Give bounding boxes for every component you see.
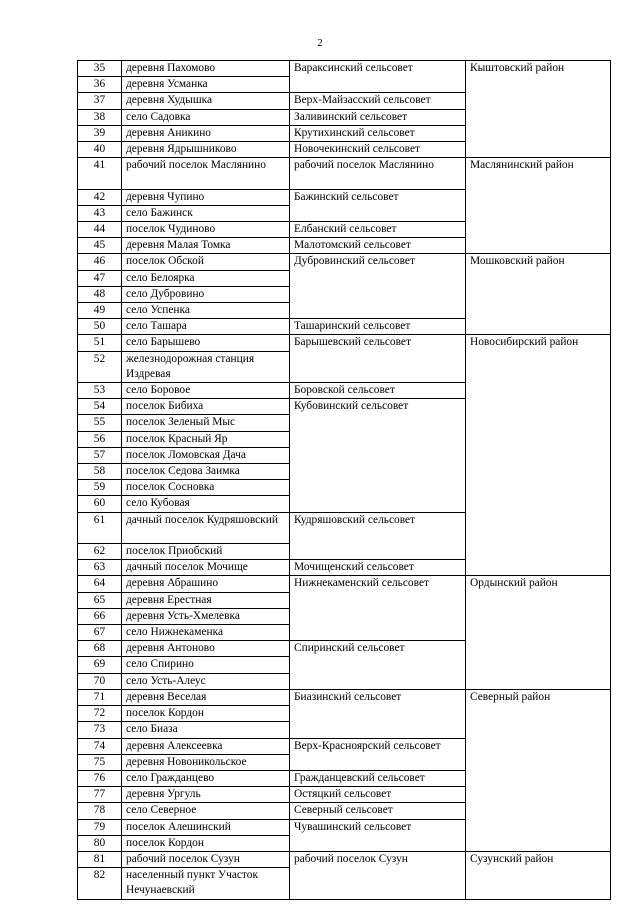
row-number: 59 (78, 480, 122, 496)
settlement-name: село Северное (122, 803, 290, 819)
row-number: 68 (78, 641, 122, 657)
row-number: 42 (78, 189, 122, 205)
settlement-name: поселок Зеленый Мыс (122, 415, 290, 431)
district-name: Маслянинский район (466, 158, 611, 254)
district-name: Северный район (466, 689, 611, 851)
council-name: Нижнекаменский сельсовет (290, 576, 466, 641)
row-number: 44 (78, 222, 122, 238)
settlement-name: деревня Худышка (122, 93, 290, 109)
council-name: Заливинский сельсовет (290, 109, 466, 125)
settlement-name: поселок Приобский (122, 544, 290, 560)
row-number: 60 (78, 496, 122, 512)
settlement-name: село Гражданцево (122, 770, 290, 786)
council-name: Верх-Красноярский сельсовет (290, 738, 466, 770)
council-name: Малотомский сельсовет (290, 238, 466, 254)
row-number: 55 (78, 415, 122, 431)
settlement-name: село Успенка (122, 303, 290, 319)
council-name: Северный сельсовет (290, 803, 466, 819)
council-name: Боровской сельсовет (290, 383, 466, 399)
row-number: 51 (78, 335, 122, 351)
settlement-name: деревня Абрашино (122, 576, 290, 592)
row-number: 49 (78, 303, 122, 319)
settlement-name: деревня Малая Томка (122, 238, 290, 254)
settlement-name: деревня Аникино (122, 125, 290, 141)
district-name: Кыштовский район (466, 61, 611, 158)
settlement-name: село Дубровино (122, 286, 290, 302)
row-number: 69 (78, 657, 122, 673)
table-row (78, 689, 611, 705)
row-number: 50 (78, 319, 122, 335)
row-number: 43 (78, 205, 122, 221)
settlement-name: рабочий поселок Маслянино (122, 158, 290, 189)
council-name: Вараксинский сельсовет (290, 61, 466, 93)
district-name: Ордынский район (466, 576, 611, 689)
row-number: 61 (78, 512, 122, 543)
settlement-name: деревня Алексеевка (122, 738, 290, 754)
district-name: Сузунский район (466, 851, 611, 899)
settlement-name: село Кубовая (122, 496, 290, 512)
council-name: Барышевский сельсовет (290, 335, 466, 383)
council-name: Ташаринский сельсовет (290, 319, 466, 335)
row-number: 62 (78, 544, 122, 560)
district-name: Мошковский район (466, 254, 611, 335)
table-row (78, 158, 611, 189)
settlement-name: поселок Обской (122, 254, 290, 270)
settlement-name: поселок Сосновка (122, 480, 290, 496)
council-name: Чувашинский сельсовет (290, 819, 466, 851)
settlement-name: село Биаза (122, 722, 290, 738)
settlement-name: село Барышево (122, 335, 290, 351)
settlement-name: деревня Веселая (122, 689, 290, 705)
council-name: Крутихинский сельсовет (290, 125, 466, 141)
settlement-name: село Белоярка (122, 270, 290, 286)
council-name: Дубровинский сельсовет (290, 254, 466, 319)
table-row (78, 576, 611, 592)
settlement-name: село Усть-Алеус (122, 673, 290, 689)
row-number: 81 (78, 851, 122, 867)
settlement-name: деревня Пахомово (122, 61, 290, 77)
row-number: 45 (78, 238, 122, 254)
row-number: 80 (78, 835, 122, 851)
table-row (78, 851, 611, 867)
row-number: 36 (78, 77, 122, 93)
row-number: 41 (78, 158, 122, 189)
row-number: 82 (78, 868, 122, 899)
row-number: 35 (78, 61, 122, 77)
settlement-name: поселок Ломовская Дача (122, 447, 290, 463)
settlement-name: деревня Ерестная (122, 592, 290, 608)
row-number: 40 (78, 142, 122, 158)
settlement-name: дачный поселок Мочище (122, 560, 290, 576)
row-number: 47 (78, 270, 122, 286)
settlement-name: рабочий поселок Сузун (122, 851, 290, 867)
row-number: 79 (78, 819, 122, 835)
council-name: рабочий поселок Маслянино (290, 158, 466, 189)
council-name: Кудряшовский сельсовет (290, 512, 466, 560)
settlement-name: деревня Антоново (122, 641, 290, 657)
settlement-name: железнодорожная станция Издревая (122, 351, 290, 382)
council-name: Гражданцевский сельсовет (290, 770, 466, 786)
table-row (78, 254, 611, 270)
row-number: 39 (78, 125, 122, 141)
row-number: 58 (78, 464, 122, 480)
council-name: Новочекинский сельсовет (290, 142, 466, 158)
row-number: 78 (78, 803, 122, 819)
settlement-name: деревня Ургуль (122, 787, 290, 803)
settlement-name: деревня Новоникольское (122, 754, 290, 770)
settlement-name: населенный пункт Участок Нечунаевский (122, 868, 290, 899)
settlement-name: поселок Алешинский (122, 819, 290, 835)
council-name: Верх-Майзасский сельсовет (290, 93, 466, 109)
council-name: Бажинский сельсовет (290, 189, 466, 221)
council-name: Мочищенский сельсовет (290, 560, 466, 576)
row-number: 66 (78, 608, 122, 624)
row-number: 73 (78, 722, 122, 738)
settlement-name: поселок Чудиново (122, 222, 290, 238)
district-name: Новосибирский район (466, 335, 611, 576)
row-number: 74 (78, 738, 122, 754)
council-name: рабочий поселок Сузун (290, 851, 466, 899)
settlement-name: деревня Усть-Хмелевка (122, 608, 290, 624)
council-name: Спиринский сельсовет (290, 641, 466, 690)
settlement-name: поселок Кордон (122, 706, 290, 722)
row-number: 67 (78, 625, 122, 641)
settlement-name: село Садовка (122, 109, 290, 125)
row-number: 71 (78, 689, 122, 705)
settlement-name: деревня Чупино (122, 189, 290, 205)
settlement-name: село Ташара (122, 319, 290, 335)
council-name: Остяцкий сельсовет (290, 787, 466, 803)
row-number: 48 (78, 286, 122, 302)
council-name: Биазинский сельсовет (290, 689, 466, 738)
settlement-name: село Бажинск (122, 205, 290, 221)
row-number: 70 (78, 673, 122, 689)
row-number: 46 (78, 254, 122, 270)
row-number: 52 (78, 351, 122, 382)
row-number: 57 (78, 447, 122, 463)
settlement-name: село Спирино (122, 657, 290, 673)
row-number: 72 (78, 706, 122, 722)
council-name: Кубовинский сельсовет (290, 399, 466, 512)
row-number: 38 (78, 109, 122, 125)
page-number: 2 (317, 37, 323, 49)
row-number: 75 (78, 754, 122, 770)
settlement-name: село Нижнекаменка (122, 625, 290, 641)
settlements-table (77, 60, 611, 900)
table-row (78, 61, 611, 77)
row-number: 63 (78, 560, 122, 576)
settlement-name: поселок Бибиха (122, 399, 290, 415)
settlement-name: деревня Ядрышниково (122, 142, 290, 158)
row-number: 76 (78, 770, 122, 786)
settlement-name: дачный поселок Кудряшовский (122, 512, 290, 543)
row-number: 65 (78, 592, 122, 608)
row-number: 56 (78, 431, 122, 447)
settlement-name: поселок Кордон (122, 835, 290, 851)
row-number: 77 (78, 787, 122, 803)
row-number: 37 (78, 93, 122, 109)
settlement-name: поселок Седова Заимка (122, 464, 290, 480)
council-name: Елбанский сельсовет (290, 222, 466, 238)
row-number: 54 (78, 399, 122, 415)
row-number: 64 (78, 576, 122, 592)
table-row (78, 335, 611, 351)
settlement-name: поселок Красный Яр (122, 431, 290, 447)
table-body (78, 61, 611, 900)
settlement-name: село Боровое (122, 383, 290, 399)
row-number: 53 (78, 383, 122, 399)
settlement-name: деревня Усманка (122, 77, 290, 93)
